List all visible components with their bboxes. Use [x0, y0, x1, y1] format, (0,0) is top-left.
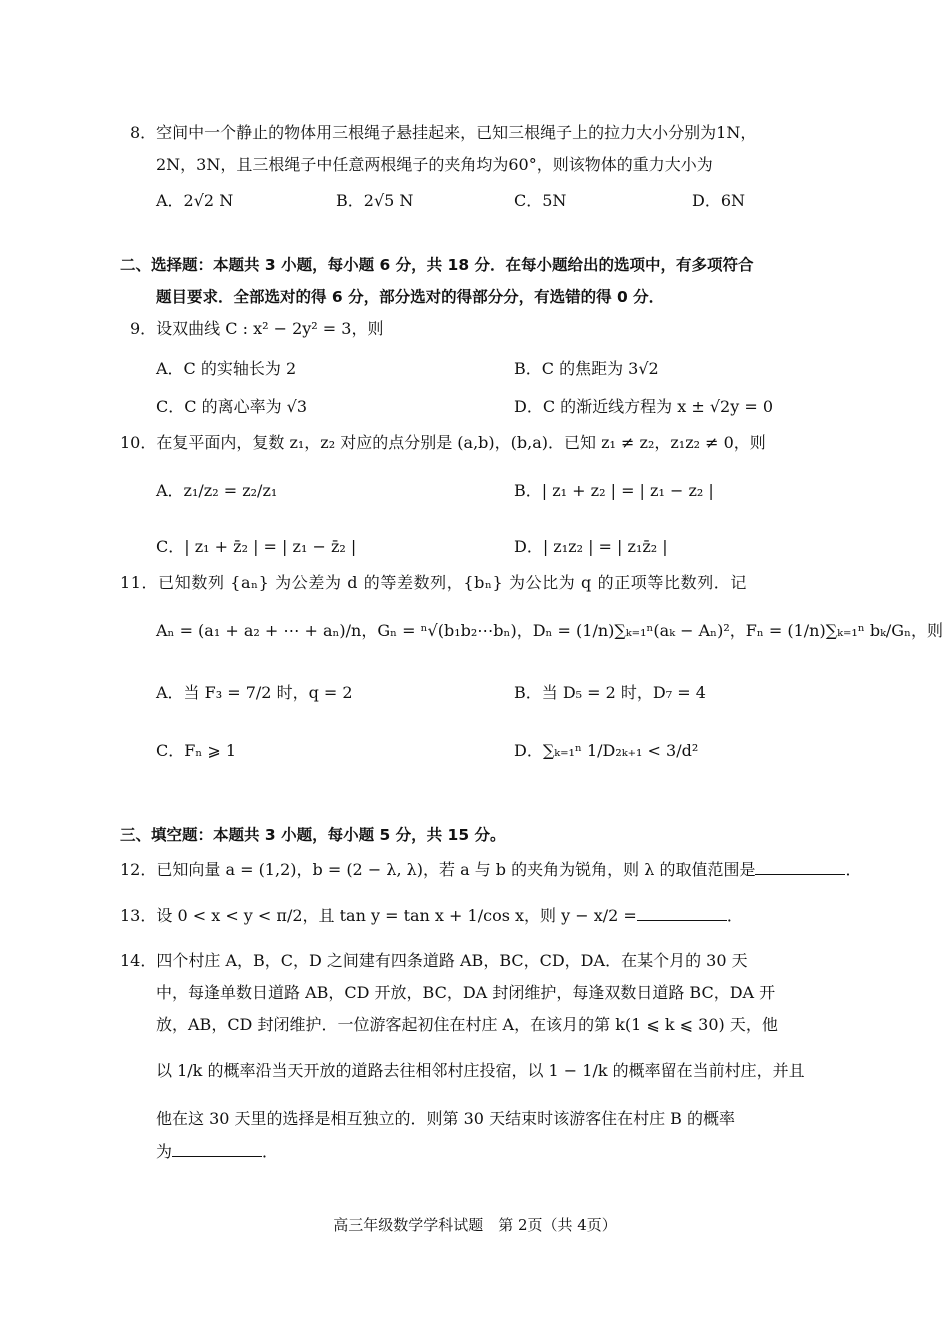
q10-option-a: A．z₁/z₂ = z₂/z₁: [156, 481, 278, 500]
q13-tail: ．: [726, 906, 743, 925]
q12-stem: 12．已知向量 a = (1,2)，b = (2 − λ, λ)，若 a 与 b 的夹角为锐角，则 λ 的取值范围是: [120, 860, 756, 879]
q13-line: [120, 904, 743, 927]
q8-option-b: B．2√5 N: [336, 191, 414, 210]
q10-stem: 10．在复平面内，复数 z₁，z₂ 对应的点分别是 (a,b)，(b,a)．已知 z₁ ≠ z₂，z₁z₂ ≠ 0，则: [120, 433, 766, 452]
q14-line1: 14．四个村庄 A，B，C，D 之间建有四条道路 AB，BC，CD，DA．在某个月的 30 天: [120, 951, 748, 970]
q14-line6-prefix: 为: [156, 1142, 173, 1161]
q11-definitions: Aₙ = (a₁ + a₂ + ⋯ + aₙ)/n，Gₙ = ⁿ√(b₁b₂⋯bₙ)，Dₙ = (1/n)∑ₖ₌₁ⁿ(aₖ − Aₙ)²，Fₙ = (1/n)∑ₖ₌₁ⁿ bₖ/Gₙ，则: [156, 621, 944, 640]
q12-answer-blank[interactable]: [755, 858, 845, 875]
q11-option-d: D．∑ₖ₌₁ⁿ 1/D₂ₖ₊₁ < 3/d²: [514, 741, 699, 760]
q8-option-a: A．2√2 N: [156, 191, 234, 210]
q9-option-b: B．C 的焦距为 3√2: [514, 359, 659, 378]
q8-line1: 8．空间中一个静止的物体用三根绳子悬挂起来，已知三根绳子上的拉力大小分别为1N，: [130, 123, 757, 142]
q10-option-b: B．| z₁ + z₂ | = | z₁ − z₂ |: [514, 481, 714, 500]
q14-line5: 他在这 30 天里的选择是相互独立的．则第 30 天结束时该游客住在村庄 B 的概率: [156, 1109, 735, 1128]
q11-option-c: C．Fₙ ⩾ 1: [156, 741, 237, 760]
section2-heading-line2: 题目要求．全部选对的得 6 分，部分选对的得部分分，有选错的得 0 分．: [156, 288, 665, 306]
q11-option-a: A．当 F₃ = 7/2 时，q = 2: [156, 683, 353, 702]
q10-option-c: C．| z₁ + z̄₂ | = | z₁ − z̄₂ |: [156, 537, 357, 556]
q10-option-d: D．| z₁z₂ | = | z₁z̄₂ |: [514, 537, 668, 556]
q11-stem: 11．已知数列 {aₙ} 为公差为 d 的等差数列，{bₙ} 为公比为 q 的正项等比数列．记: [120, 573, 747, 592]
section2-heading-line1: 二、选择题：本题共 3 小题，每小题 6 分，共 18 分．在每小题给出的选项中，有多项符合: [120, 256, 754, 274]
q8-option-d: D．6N: [692, 191, 746, 210]
q12-tail: ．: [845, 860, 862, 879]
q13-stem: 13．设 0 < x < y < π/2，且 tan y = tan x + 1/cos x，则 y − x/2 =: [120, 906, 637, 925]
q14-tail: ．: [262, 1142, 279, 1161]
q9-option-a: A．C 的实轴长为 2: [156, 359, 297, 378]
q13-answer-blank[interactable]: [637, 904, 727, 921]
q9-option-d: D．C 的渐近线方程为 x ± √2y = 0: [514, 397, 774, 416]
q9-stem: 9．设双曲线 C : x² − 2y² = 3，则: [130, 319, 384, 338]
page-footer: 高三年级数学学科试题 第 2页（共 4页）: [333, 1216, 617, 1234]
q14-line3: 放，AB，CD 封闭维护．一位游客起初住在村庄 A，在该月的第 k(1 ⩽ k ⩽ 30) 天，他: [156, 1015, 778, 1034]
q12-line: [120, 858, 861, 881]
q14-line2: 中，每逢单数日道路 AB，CD 开放，BC，DA 封闭维护，每逢双数日道路 BC，DA 开: [156, 983, 776, 1002]
q14-line4: 以 1/k 的概率沿当天开放的道路去往相邻村庄投宿，以 1 − 1/k 的概率留在当前村庄，并且: [156, 1061, 805, 1080]
q11-option-b: B．当 D₅ = 2 时，D₇ = 4: [514, 683, 706, 702]
q8-line2: 2N，3N，且三根绳子中任意两根绳子的夹角均为60°，则该物体的重力大小为: [156, 155, 713, 174]
q9-option-c: C．C 的离心率为 √3: [156, 397, 308, 416]
q14-answer-blank[interactable]: [172, 1140, 262, 1157]
q14-line6: [156, 1140, 278, 1163]
section3-heading: 三、填空题：本题共 3 小题，每小题 5 分，共 15 分。: [120, 826, 506, 844]
q8-option-c: C．5N: [514, 191, 567, 210]
